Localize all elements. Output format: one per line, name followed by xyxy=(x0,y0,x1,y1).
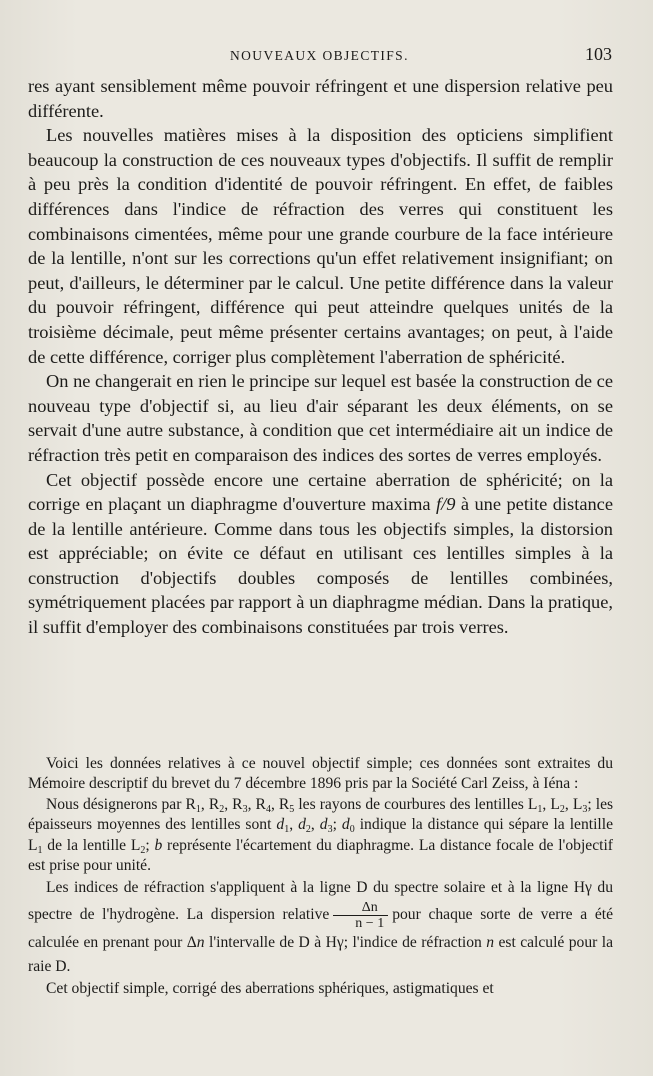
subscript: 1 xyxy=(37,844,43,856)
text-run: Nous désignerons par R xyxy=(46,795,196,813)
math-var: b xyxy=(154,836,163,854)
subscript: 1 xyxy=(284,824,290,836)
text-run: pour chaque sorte de verre a été calculée en prenant pour Δ xyxy=(28,906,613,952)
math-var: d xyxy=(276,816,285,834)
text-run: est calculé pour la raie D. xyxy=(28,934,613,976)
text-run: ; xyxy=(145,836,155,854)
text-run: l'intervalle de D à Hγ; l'indice de réfraction xyxy=(204,934,487,952)
note-notation: Nous désignerons par $R_1$, $R_2$, $R_3$, $R_4$, $R_5$ les rayons de courbures des lentilles $L_1$, $L_2$, $L_3$; les épaisseurs moyennes des lentilles sont $d_1$, $d_2$, $d_3$; $d_0$ indique la distance qui sépare la lentille $L_1$ de la lentille $L_2$; b représente l'écartement du diaphragme. La distance focale de l'objectif est prise pour unité. xyxy=(28,795,614,875)
math-var: d xyxy=(319,816,328,834)
text-run: de la lentille L xyxy=(42,836,141,854)
text-run: Les indices de réfraction s'appliquent à la ligne D du spectre solaire et à la ligne Hγ du spectre de l'hydrogène. La dispersion relative xyxy=(28,879,613,924)
paragraph-new-materials: Les nouvelles matières mises à la disposition des opticiens simplifient beaucoup la construction de ces nouveaux types d'objectifs. Il suffit de remplir à peu près la condition d'identité de pouvoir réfringent. En effet, de faibles différences dans l'indice de réfraction des verres qui constituent les combinaisons cimentées, même pour une grande courbure de la face intérieure de la lentille, n'ont sur les corrections qu'un effet relativement insignifiant; on peut, d'ailleurs, le déterminer par le calcul. Une petite différence dans la valeur du pouvoir réfringent, différence qui peut atteindre quelques unités de la troisième décimale, peut même présenter certains avantages; on peut, à l'aide de cette différence, corriger plus complètement l'aberration de sphéricité. xyxy=(28,125,613,367)
note-refractive-indices xyxy=(28,876,613,979)
subscript: 2 xyxy=(559,803,565,815)
running-head xyxy=(0,44,653,68)
dispersion-fraction xyxy=(333,900,388,931)
subscript: 3 xyxy=(582,803,588,815)
math-var: n xyxy=(486,934,495,952)
text-run: R xyxy=(232,795,243,813)
note-corrections: Cet objectif simple, corrigé des aberrations sphériques, astigmatiques et xyxy=(46,980,494,998)
fraction-denominator: n − 1 xyxy=(355,916,385,932)
math-var: n xyxy=(196,934,205,952)
subscript: 2 xyxy=(140,844,146,856)
subscript: 5 xyxy=(289,803,295,815)
math-var: d xyxy=(298,816,306,834)
subscript: 0 xyxy=(349,824,355,836)
subscript: 1 xyxy=(537,803,543,815)
text-run: les rayons de courbures des lentilles L xyxy=(294,795,538,813)
text-run: R xyxy=(255,795,266,813)
math-var: d xyxy=(341,816,350,834)
text-run: représente l'écartement du diaphragme. La distance focale de l'objectif est prise pour unité. xyxy=(28,836,613,875)
subscript: 1 xyxy=(195,803,201,815)
subscript: 2 xyxy=(219,803,225,815)
text-run: R xyxy=(278,795,290,813)
text-run: R xyxy=(208,795,220,813)
aperture-ratio: f/9 xyxy=(436,494,456,515)
text-run: ; les épaisseurs moyennes des lentilles sont xyxy=(28,795,614,834)
text-run: L xyxy=(550,795,560,813)
subscript: 3 xyxy=(327,824,333,836)
paragraph-continued: res ayant sensiblement même pouvoir réfringent et une dispersion relative peu différente. xyxy=(28,76,613,121)
paragraph-construction-principle: On ne changerait en rien le principe sur lequel est basée la construction de ce nouveau type d'objectif si, au lieu d'air séparant les deux éléments, on se servait d'une autre substance, à condition que cet intermédiaire ait un indice de réfraction très petit en comparaison des indices des sortes de verres employés. xyxy=(28,371,613,465)
page-number: 103 xyxy=(585,44,612,64)
fraction-numerator: Δn xyxy=(333,900,388,916)
note-patent-data: Voici les données relatives à ce nouvel objectif simple; ces données sont extraites du Mémoire descriptif du brevet du 7 décembre 1896 pris par la Société Carl Zeiss, à Iéna : xyxy=(28,755,613,793)
paragraph-spherical-aberration xyxy=(28,468,613,640)
text-run: L xyxy=(572,795,583,813)
text-run: Cet objectif possède encore une certaine aberration de sphéricité; on la corrige en plaçant un diaphragme d'ouverture maxima xyxy=(28,469,613,515)
text-run: à une petite distance de la lentille antérieure. Comme dans tous les objectifs simples, la distorsion est appréciable; on évite ce défaut en utilisant ces lentilles simples à la construction d'objectifs doubles composés de lentilles combinées, symétriquement placées par rapport à un diaphragme médian. Dans la pratique, il suffit d'employer des combinaisons constituées par trois verres. xyxy=(28,494,614,638)
subscript: 3 xyxy=(242,803,248,815)
main-text xyxy=(28,74,613,640)
patent-notes xyxy=(28,754,613,1000)
subscript: 2 xyxy=(305,824,311,836)
running-title: NOUVEAUX OBJECTIFS. xyxy=(230,48,409,63)
subscript: 4 xyxy=(265,803,271,815)
text-run: indique la distance qui sépare la lentille L xyxy=(28,816,614,854)
